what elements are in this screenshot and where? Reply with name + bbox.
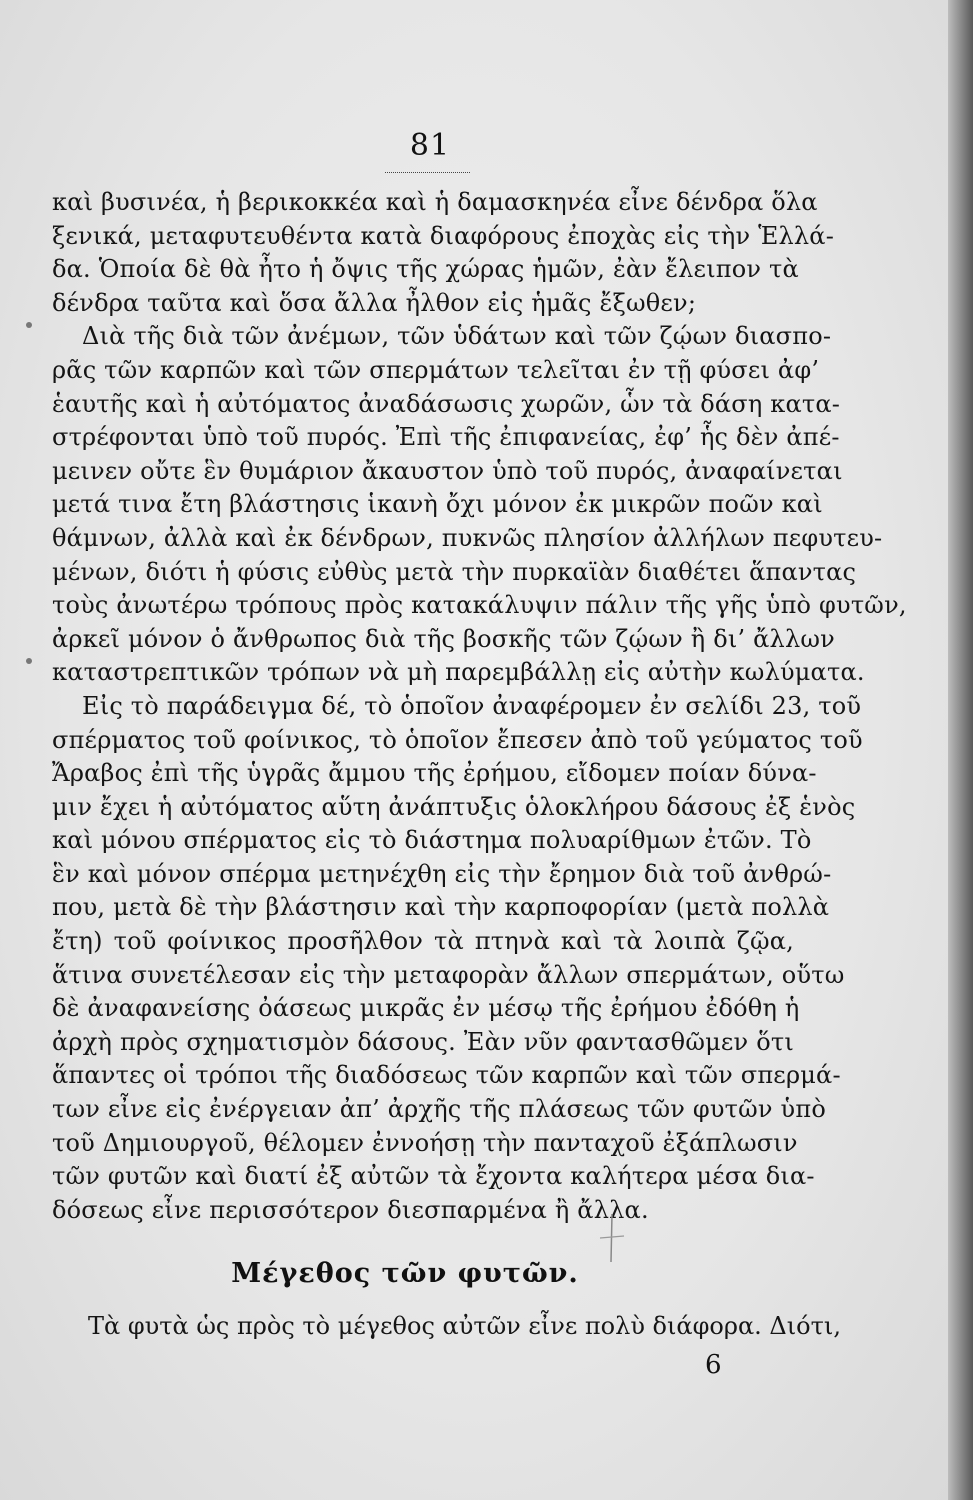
text-line: καταστρεπτικῶν τρόπων νὰ μὴ παρεμβάλλῃ εἰς αὐτὴν κωλύματα.: [52, 658, 865, 687]
text-line: ἑαυτῆς καὶ ἡ αὐτόματος ἀναδάσωσις χωρῶν, ὧν τὰ δάση κατα-: [52, 389, 841, 418]
margin-speck: [26, 658, 32, 664]
text-line: δα. Ὁποία δὲ θὰ ἦτο ἡ ὄψις τῆς χώρας ἡμῶν, ἐὰν ἔλειπον τὰ: [52, 255, 799, 284]
section-first-line: [88, 1310, 841, 1343]
body-text: [52, 186, 907, 1227]
text-line: καὶ βυσινέα, ἡ βερικοκκέα καὶ ἡ δαμασκηνέα εἶνε δένδρα ὅλα: [52, 188, 818, 216]
text-line: στρέφονται ὑπὸ τοῦ πυρός. Ἐπὶ τῆς ἐπιφανείας, ἐφ’ ἧς δὲν ἀπέ-: [52, 423, 840, 452]
text-line: ἅτινα συνετέλεσαν εἰς τὴν μεταφορὰν ἄλλων σπερμάτων, οὕτω: [52, 960, 845, 989]
page-number: 81: [409, 128, 451, 163]
text-line: τῶν φυτῶν καὶ διατί ἐξ αὐτῶν τὰ ἔχοντα καλήτερα μέσα δια-: [52, 1162, 815, 1191]
text-line: Εἰς τὸ παράδειγμα δέ, τὸ ὁποῖον ἀναφέρομεν ἐν σελίδι 23, τοῦ: [82, 691, 862, 720]
text-line: ἅπαντες οἱ τρόποι τῆς διαδόσεως τῶν καρπῶν καὶ τῶν σπερμά-: [52, 1061, 841, 1090]
text-line: των εἶνε εἰς ἐνέργειαν ἀπ’ ἀρχῆς τῆς πλάσεως τῶν φυτῶν ὑπὸ: [52, 1095, 826, 1124]
pencil-mark-icon: [598, 1212, 626, 1264]
text-line: ξενικά, μεταφυτευθέντα κατὰ διαφόρους ἐποχὰς εἰς τὴν Ἑλλά-: [52, 221, 835, 250]
text-line: δὲ ἀναφανείσης ὀάσεως μικρᾶς ἐν μέσῳ τῆς ἐρήμου ἐδόθη ἡ: [52, 994, 800, 1023]
page-edge-shadow: [948, 0, 973, 1500]
text-line: ἔτη) τοῦ φοίνικος προσῆλθον τὰ πτηνὰ καὶ τὰ λοιπὰ ζῷα,: [52, 927, 794, 956]
text-line: μεινεν οὔτε ἓν θυμάριον ἄκαυστον ὑπὸ τοῦ πυρός, ἀναφαίνεται: [52, 456, 843, 485]
text-line: μένων, διότι ἡ φύσις εὐθὺς μετὰ τὴν πυρκαϊὰν διαθέτει ἅπαντας: [52, 557, 857, 586]
text-line: ρᾶς τῶν καρπῶν καὶ τῶν σπερμάτων τελεῖται ἐν τῇ φύσει ἀφ’: [52, 355, 820, 384]
text-line: θάμνων, ἀλλὰ καὶ ἐκ δένδρων, πυκνῶς πλησίον ἀλλήλων πεφυτευ-: [52, 523, 883, 552]
text-line: καὶ μόνου σπέρματος εἰς τὸ διάστημα πολυαρίθμων ἐτῶν. Τὸ: [52, 826, 812, 855]
text-line: Διὰ τῆς διὰ τῶν ἀνέμων, τῶν ὑδάτων καὶ τῶν ζῴων διασπο-: [82, 322, 832, 351]
text-line: σπέρματος τοῦ φοίνικος, τὸ ὁποῖον ἔπεσεν ἀπὸ τοῦ γεύματος τοῦ: [52, 725, 863, 754]
text-line: Τὰ φυτὰ ὡς πρὸς τὸ μέγεθος αὐτῶν εἶνε πολὺ διάφορα. Διότι,: [88, 1312, 841, 1340]
text-line: ἀρκεῖ μόνον ὁ ἄνθρωπος διὰ τῆς βοσκῆς τῶν ζῴων ἢ δι’ ἄλλων: [52, 624, 835, 653]
text-line: που, μετὰ δὲ τὴν βλάστησιν καὶ τὴν καρποφορίαν (μετὰ πολλὰ: [52, 893, 830, 922]
text-line: ἓν καὶ μόνον σπέρμα μετηνέχθη εἰς τὴν ἔρημον διὰ τοῦ ἀνθρώ-: [52, 859, 832, 888]
text-line: ἀρχὴ πρὸς σχηματισμὸν δάσους. Ἐὰν νῦν φαντασθῶμεν ὅτι: [52, 1027, 794, 1056]
text-line: μιν ἔχει ἡ αὐτόματος αὕτη ἀνάπτυξις ὁλοκλήρου δάσους ἐξ ἑνὸς: [52, 792, 856, 821]
text-line: δένδρα ταῦτα καὶ ὅσα ἄλλα ἦλθον εἰς ἡμᾶς ἔξωθεν;: [52, 288, 697, 317]
text-line: μετά τινα ἔτη βλάστησις ἱκανὴ ὄχι μόνον ἐκ μικρῶν ποῶν καὶ: [52, 490, 823, 519]
text-line: Ἄραβος ἐπὶ τῆς ὑγρᾶς ἄμμου τῆς ἐρήμου, εἴδομεν ποίαν δύνα-: [52, 759, 817, 788]
margin-speck: [26, 322, 32, 328]
signature-mark: 6: [705, 1350, 722, 1380]
text-line: δόσεως εἶνε περισσότερον διεσπαρμένα ἢ ἄλλα.: [52, 1195, 649, 1224]
section-heading: Μέγεθος τῶν φυτῶν.: [231, 1258, 579, 1289]
page-number-rule: [385, 172, 470, 173]
text-line: τοὺς ἀνωτέρω τρόπους πρὸς κατακάλυψιν πάλιν τῆς γῆς ὑπὸ φυτῶν,: [52, 591, 907, 620]
text-line: τοῦ Δημιουργοῦ, θέλομεν ἐννοήσῃ τὴν πανταχοῦ ἐξάπλωσιν: [52, 1128, 798, 1157]
